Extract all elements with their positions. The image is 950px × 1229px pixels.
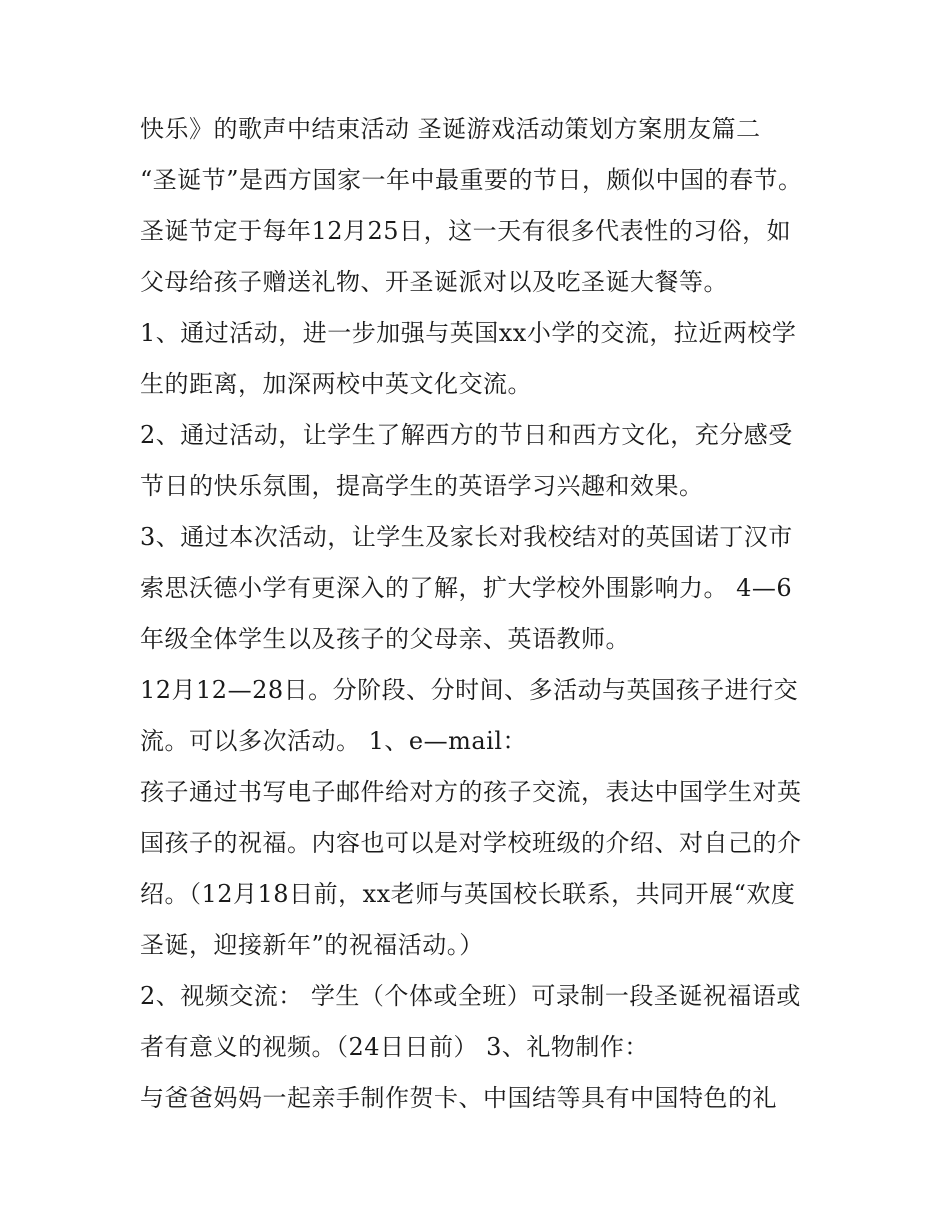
text-line: 绍。（12月18日前，xx老师与英国校长联系，共同开展“欢度: [140, 880, 796, 908]
text-line: 2、通过活动，让学生了解西方的节日和西方文化，充分感受: [140, 421, 793, 449]
text-line: 快乐》的歌声中结束活动 圣诞游戏活动策划方案朋友篇二: [140, 115, 761, 143]
text-line: 圣诞，迎接新年”的祝福活动。）: [140, 931, 484, 959]
text-line: 孩子通过书写电子邮件给对方的孩子交流，表达中国学生对英: [140, 778, 802, 806]
text-line: 国孩子的祝福。内容也可以是对学校班级的介绍、对自己的介: [140, 829, 802, 857]
text-line: 者有意义的视频。（24日日前） 3、礼物制作：: [140, 1033, 649, 1061]
text-line: “圣诞节”是西方国家一年中最重要的节日，颇似中国的春节。: [140, 166, 803, 194]
text-line: 索思沃德小学有更深入的了解，扩大学校外围影响力。 4—6: [140, 574, 793, 602]
text-line: 圣诞节定于每年12月25日，这一天有很多代表性的习俗，如: [140, 217, 792, 245]
text-line: 2、视频交流： 学生（个体或全班）可录制一段圣诞祝福语或: [140, 982, 801, 1010]
text-line: 节日的快乐氛围，提高学生的英语学习兴趣和效果。: [140, 472, 704, 500]
text-line: 父母给孩子赠送礼物、开圣诞派对以及吃圣诞大餐等。: [140, 268, 728, 296]
text-line: 12月12—28日。分阶段、分时间、多活动与英国孩子进行交: [140, 676, 799, 704]
text-line: 年级全体学生以及孩子的父母亲、英语教师。: [140, 625, 630, 653]
text-line: 与爸爸妈妈一起亲手制作贺卡、中国结等具有中国特色的礼: [140, 1084, 777, 1112]
text-line: 生的距离，加深两校中英文化交流。: [140, 370, 532, 398]
text-line: 流。可以多次活动。 1、e—mail：: [140, 727, 528, 755]
text-line: 1、通过活动，进一步加强与英国xx小学的交流，拉近两校学: [140, 319, 797, 347]
text-line: 3、通过本次活动，让学生及家长对我校结对的英国诺丁汉市: [140, 523, 793, 551]
